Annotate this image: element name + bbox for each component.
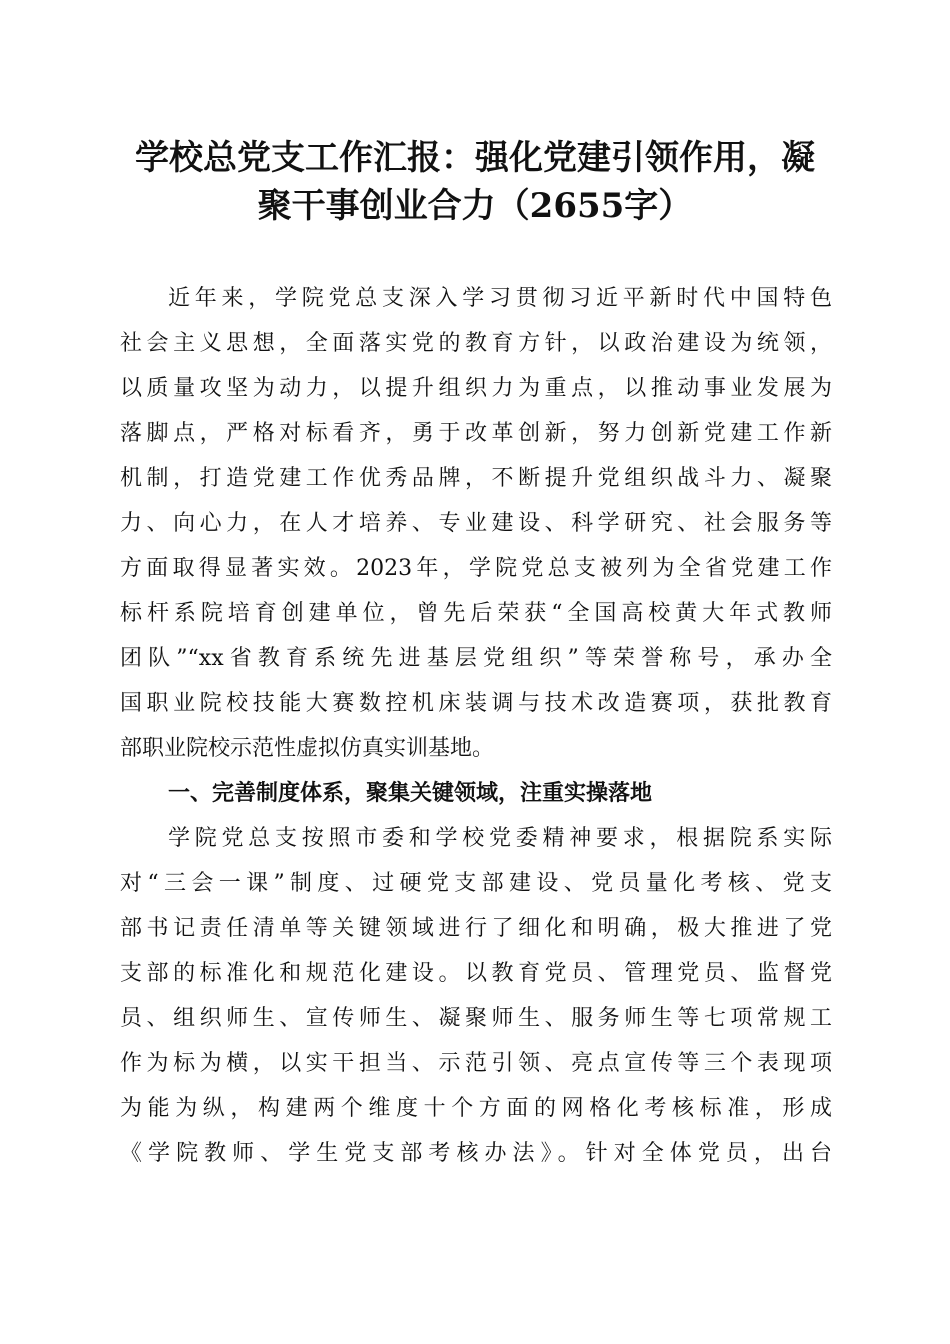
- document-title: [110, 134, 840, 230]
- paragraph-line: 作为标为横，以实干担当、示范引领、亮点宣传等三个表现项: [120, 1051, 832, 1076]
- paragraph-line: 力、向心力，在人才培养、专业建设、科学研究、社会服务等: [120, 511, 832, 536]
- paragraph-2: [120, 816, 832, 1176]
- paragraph-line: 近年来，学院党总支深入学习贯彻习近平新时代中国特色: [168, 286, 832, 311]
- document-body: [120, 276, 832, 1176]
- paragraph-line: 以质量攻坚为动力，以提升组织力为重点，以推动事业发展为: [120, 376, 832, 401]
- section-1-heading: 一、完善制度体系，聚集关键领域，注重实操落地: [168, 781, 653, 806]
- paragraph-line: 团队”“xx省教育系统先进基层党组织”等荣誉称号，承办全: [120, 646, 832, 671]
- title-line-2: 聚干事创业合力（2655字）: [257, 186, 693, 226]
- paragraph-line: 标杆系院培育创建单位，曾先后荣获“全国高校黄大年式教师: [120, 601, 832, 626]
- paragraph-line: 支部的标准化和规范化建设。以教育党员、管理党员、监督党: [120, 961, 832, 986]
- paragraph-line: 方面取得显著实效。2023年，学院党总支被列为全省党建工作: [120, 556, 832, 581]
- paragraph-line: 为能为纵，构建两个维度十个方面的网格化考核标准，形成: [120, 1096, 832, 1121]
- paragraph-line: 机制，打造党建工作优秀品牌，不断提升党组织战斗力、凝聚: [120, 466, 832, 491]
- paragraph-line: 学院党总支按照市委和学校党委精神要求，根据院系实际: [168, 826, 832, 851]
- paragraph-line: 落脚点，严格对标看齐，勇于改革创新，努力创新党建工作新: [120, 421, 832, 446]
- paragraph-line: 社会主义思想，全面落实党的教育方针，以政治建设为统领，: [120, 331, 832, 356]
- paragraph-line: 《学院教师、学生党支部考核办法》。针对全体党员，出台: [120, 1141, 832, 1166]
- paragraph-line: 部书记责任清单等关键领域进行了细化和明确，极大推进了党: [120, 916, 832, 941]
- paragraph-line: 国职业院校技能大赛数控机床装调与技术改造赛项，获批教育: [120, 691, 832, 716]
- paragraph-line: 部职业院校示范性虚拟仿真实训基地。: [120, 736, 495, 761]
- paragraph-1: [120, 276, 832, 771]
- paragraph-line: 员、组织师生、宣传师生、凝聚师生、服务师生等七项常规工: [120, 1006, 832, 1031]
- paragraph-line: 对“三会一课”制度、过硬党支部建设、党员量化考核、党支: [120, 871, 832, 896]
- title-line-1: 学校总党支工作汇报：强化党建引领作用，凝: [135, 138, 815, 178]
